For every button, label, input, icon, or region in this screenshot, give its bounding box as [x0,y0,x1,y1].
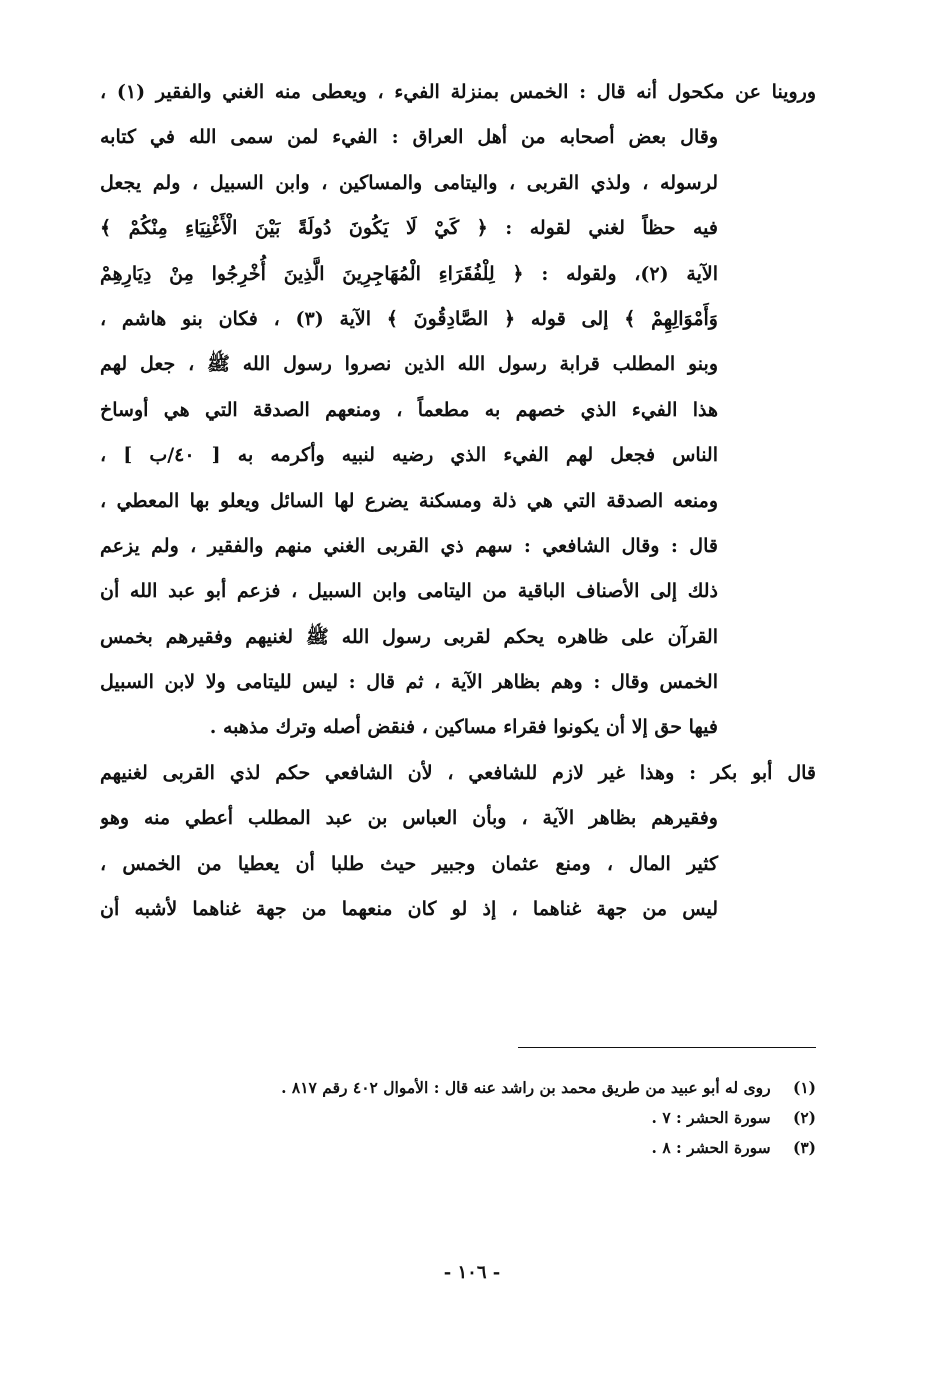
footnote-number: (٣) [792,1138,816,1157]
text-line: الناس فجعل لهم الفيء الذي رضيه لنبيه وأكرمه به [ ٤٠/ب ] ، [100,444,718,467]
footnote [160,1073,816,1103]
text-line: ذلك إلى الأصناف الباقية من اليتامى وابن السبيل ، فزعم أبو عبد الله أن [100,580,718,603]
text-line: فيه حظاً لغني لقوله : ﴿ كَيْ لَا يَكُونَ دُولَةً بَيْنَ الْأَغْنِيَاءِ مِنْكُمْ ﴾ [100,217,718,240]
page-number: - ١٠٦ - [443,1262,501,1283]
text-line: قال : وقال الشافعي : سهم ذي القربى الغني منهم والفقير ، ولم يزعم [100,534,718,557]
footnote-text: سورة الحشر : ٨ . [651,1138,771,1157]
footnote-number: (١) [792,1078,816,1097]
text-line: وفقيرهم بظاهر الآية ، وبأن العباس بن عبد المطلب أعطي منه وهو [100,807,718,830]
text-line: كثير المال ، ومنع عثمان وجبير حيث طلبا أن يعطيا من الخمس ، [100,852,718,875]
text-line: وَأَمْوَالِهِمْ ﴾ إلى قوله ﴿ الصَّادِقُونَ ﴾ الآية (٣) ، فكان بنو هاشم ، [100,307,718,330]
text-line: ليس من جهة غناهما ، إذ لو كان منعهما من جهة غناهما لأشبه أن [100,898,718,921]
text-line: قال أبو بكر : وهذا غير لازم للشافعي ، لأن الشافعي حكم لذي القربى لغنيهم [100,761,816,784]
text-line: هذا الفيء الذي خصهم به مطعماً ، ومنعهم الصدقة التي هي أوساخ [100,398,718,421]
footnote [160,1103,816,1133]
footnotes [160,1073,816,1163]
footnote-text: روى له أبو عبيد من طريق محمد بن راشد عنه قال : الأموال ٤٠٢ رقم ٨١٧ . [281,1078,771,1097]
text-line: وقال بعض أصحابه من أهل العراق : الفيء لمن سمى الله في كتابه [100,126,718,149]
text-line: لرسوله ، ولذي القربى ، واليتامى والمساكين ، وابن السبيل ، ولم يجعل [100,171,718,194]
footnote-separator [518,1047,816,1048]
main-text [100,70,816,932]
text-line: الآية (٢)، ولقوله : ﴿ لِلْفُقَرَاءِ الْمُهَاجِرِينَ الَّذِينَ أُخْرِجُوا مِنْ دِيَارِهِمْ [100,262,719,285]
text-line: القرآن على ظاهره يحكم لقربى رسول الله ﷺ لغنيهم وفقيرهم بخمس [100,625,718,648]
text-line: وبنو المطلب قرابة رسول الله الذين نصروا رسول الله ﷺ ، جعل لهم [100,353,718,376]
text-line: ومنعه الصدقة التي هي ذلة ومسكنة يضرع لها السائل ويعلو بها المعطي ، [100,489,718,512]
text-line: الخمس وقال : وهم بظاهر الآية ، ثم قال : ليس لليتامى ولا لابن السبيل [100,671,718,694]
footnote-text: سورة الحشر : ٧ . [651,1108,771,1127]
text-line: فيها حق إلا أن يكونوا فقراء مساكين ، فنقض أصله وترك مذهبه . [209,716,718,739]
footnote [160,1133,816,1163]
footnote-number: (٢) [792,1108,816,1127]
text-line: وروينا عن مكحول أنه قال : الخمس بمنزلة الفيء ، ويعطى منه الغني والفقير (١) ، [100,81,816,103]
